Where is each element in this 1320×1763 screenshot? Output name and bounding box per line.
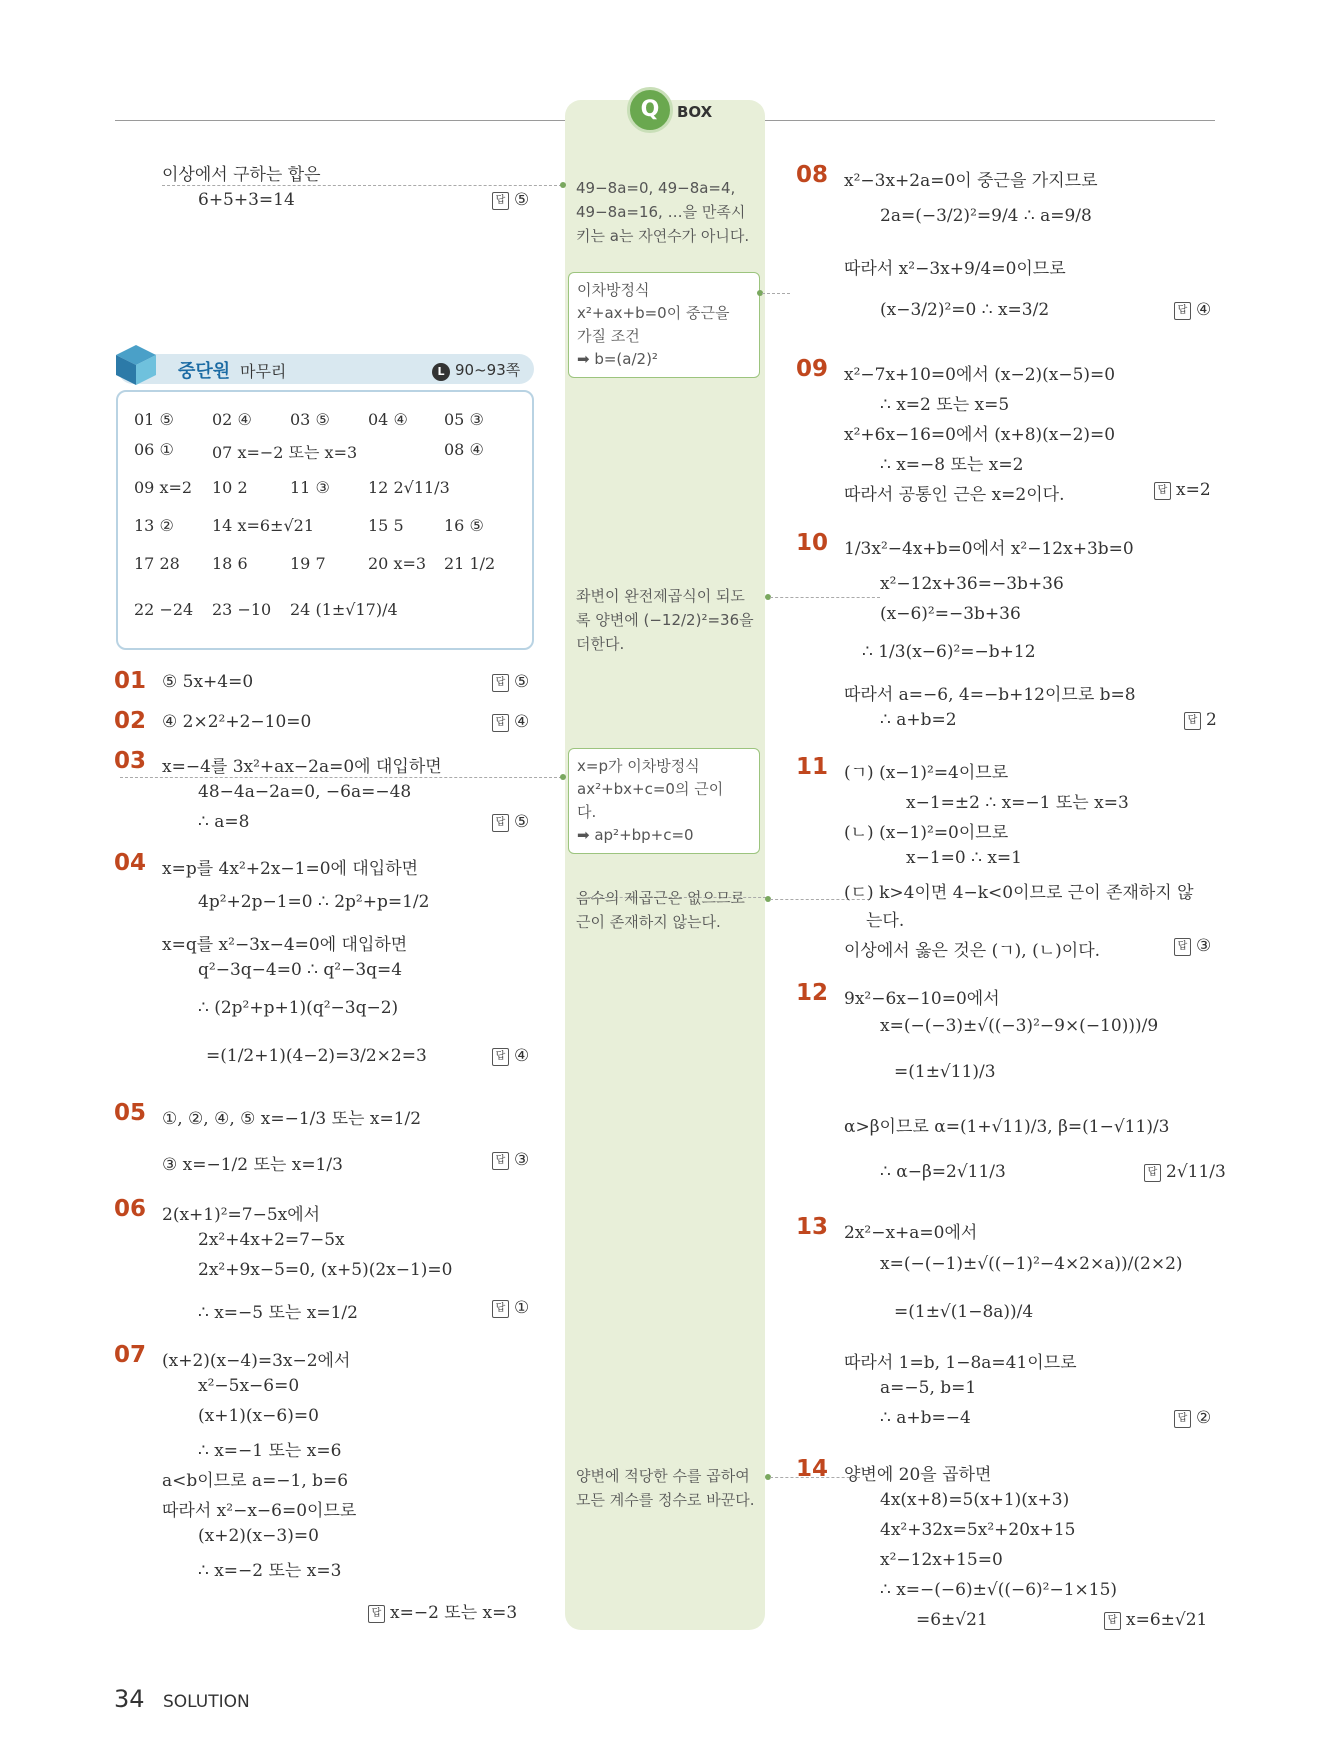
- problem-answer: 답 x=6±√21: [1104, 1610, 1207, 1630]
- qbox-note-4: x=p가 이차방정식 ax²+bx+c=0의 근이 다. ➡ ap²+bp+c=0: [568, 748, 760, 854]
- solution-line: a=−5, b=1: [880, 1378, 977, 1398]
- summary-item: 15 5: [368, 516, 404, 535]
- qbox-note-2: 이차방정식 x²+ax+b=0이 중근을 가질 조건 ➡ b=(a/2)²: [568, 272, 760, 378]
- answer-icon: 답: [1174, 1410, 1191, 1428]
- summary-item: 22 −24: [134, 600, 194, 619]
- section-subtitle: 마무리: [240, 362, 287, 381]
- section-title: 중단원: [178, 361, 231, 382]
- qbox-note-5: 음수의 제곱근은 없으므로 근이 존재하지 않는다.: [576, 889, 745, 931]
- solution-line: x²−12x+36=−3b+36: [880, 574, 1064, 594]
- intro-answer: 답 ⑤: [492, 190, 529, 210]
- solution-line: 4x²+32x=5x²+20x+15: [880, 1520, 1076, 1540]
- solution-line: 따라서 x²−x−6=0이므로: [162, 1501, 357, 1521]
- problem-number: 05: [114, 1100, 147, 1126]
- solution-line: 이상에서 옳은 것은 (ㄱ), (ㄴ)이다.: [844, 941, 1101, 961]
- solution-line: q²−3q−4=0 ∴ q²−3q=4: [198, 960, 403, 980]
- problem-number: 04: [114, 850, 147, 876]
- qbox-note-1: 49−8a=0, 49−8a=4, 49−8a=16, …을 만족시키는 a는 자연수가 아니다.: [576, 179, 750, 245]
- problem-number: 07: [114, 1342, 147, 1368]
- solution-line: x²−7x+10=0에서 (x−2)(x−5)=0: [844, 365, 1116, 385]
- problem-number: 13: [796, 1214, 829, 1240]
- intro-line-2: 6+5+3=14: [198, 190, 295, 210]
- solution-line: ∴ (2p²+p+1)(q²−3q−2): [198, 998, 399, 1018]
- solution-line: x²−3x+2a=0이 중근을 가지므로: [844, 171, 1098, 191]
- answer-icon: 답: [1174, 302, 1191, 320]
- answer-icon: 답: [492, 1152, 509, 1170]
- solution-line: x²+6x−16=0에서 (x+8)(x−2)=0: [844, 425, 1116, 445]
- solution-line: 따라서 1=b, 1−8a=41이므로: [844, 1353, 1077, 1373]
- page-number: 34: [114, 1685, 145, 1713]
- solution-line: 2(x+1)²=7−5x에서: [162, 1205, 321, 1225]
- solution-line: ∴ a=8: [198, 812, 250, 832]
- problem-number: 09: [796, 356, 829, 382]
- qbox-note-3: 좌변이 완전제곱식이 되도록 양변에 (−12/2)²=36을 더한다.: [576, 587, 754, 653]
- problem-number: 08: [796, 162, 829, 188]
- summary-item: 02 ④: [212, 410, 252, 429]
- summary-item: 03 ⑤: [290, 410, 330, 429]
- summary-item: 12 2√11/3: [368, 478, 450, 497]
- problem-answer: 답 x=2: [1154, 480, 1211, 500]
- solution-line: ③ x=−1/2 또는 x=1/3: [162, 1155, 343, 1175]
- problem-number: 10: [796, 530, 829, 556]
- solution-line: 따라서 a=−6, 4=−b+12이므로 b=8: [844, 685, 1136, 705]
- solution-line: x−1=0 ∴ x=1: [906, 848, 1022, 868]
- solution-line: 2x²+4x+2=7−5x: [198, 1230, 345, 1250]
- solution-line: ∴ x=−(−6)±√((−6)²−1×15): [880, 1580, 1118, 1600]
- summary-item: 23 −10: [212, 600, 272, 619]
- answer-icon: 답: [1154, 482, 1171, 500]
- answer-icon: 답: [492, 1300, 509, 1318]
- summary-item: 16 ⑤: [444, 516, 484, 535]
- solution-line: =(1±√11)/3: [894, 1062, 996, 1082]
- problem-answer: 답 2: [1184, 710, 1217, 730]
- problem-number: 01: [114, 668, 147, 694]
- summary-item: 13 ②: [134, 516, 174, 535]
- qbox-label: BOX: [677, 103, 713, 121]
- summary-item: 07 x=−2 또는 x=3: [212, 443, 358, 462]
- solution-line: 4p²+2p−1=0 ∴ 2p²+p=1/2: [198, 892, 430, 912]
- problem-number: 14: [796, 1456, 829, 1482]
- solution-line: ∴ x=−8 또는 x=2: [880, 455, 1024, 475]
- solution-line: 2x²+9x−5=0, (x+5)(2x−1)=0: [198, 1260, 453, 1280]
- problem-answer: 답 ②: [1174, 1408, 1211, 1428]
- problem-number: 06: [114, 1196, 147, 1222]
- solution-line: ∴ x=2 또는 x=5: [880, 395, 1010, 415]
- answer-icon: 답: [368, 1605, 385, 1623]
- solution-line: x²−5x−6=0: [198, 1376, 300, 1396]
- summary-item: 17 28: [134, 554, 180, 573]
- problem-answer: 답 ④: [492, 1046, 529, 1066]
- answer-icon: 답: [492, 714, 509, 732]
- solution-line: ∴ α−β=2√11/3: [880, 1162, 1006, 1182]
- leader-line: [770, 597, 880, 598]
- solution-line: x²−12x+15=0: [880, 1550, 1003, 1570]
- solution-line: (x+2)(x−3)=0: [198, 1526, 319, 1546]
- solution-line: =(1/2+1)(4−2)=3/2×2=3: [206, 1046, 427, 1066]
- qbox-q-icon: Q: [627, 87, 673, 133]
- answer-icon: 답: [1144, 1164, 1161, 1182]
- solution-line: 2x²−x+a=0에서: [844, 1223, 978, 1243]
- solution-line: x−1=±2 ∴ x=−1 또는 x=3: [906, 793, 1129, 813]
- solution-line: ∴ a+b=2: [880, 710, 957, 730]
- section-cube-icon: [114, 343, 158, 387]
- solution-line: ∴ x=−2 또는 x=3: [198, 1561, 342, 1581]
- solution-line: ∴ x=−1 또는 x=6: [198, 1441, 342, 1461]
- problem-number: 12: [796, 980, 829, 1006]
- solution-line: (x+2)(x−4)=3x−2에서: [162, 1351, 351, 1371]
- problem-number: 03: [114, 748, 147, 774]
- solution-line: 4x(x+8)=5(x+1)(x+3): [880, 1490, 1070, 1510]
- summary-item: 19 7: [290, 554, 326, 573]
- solution-line: 따라서 공통인 근은 x=2이다.: [844, 485, 1065, 505]
- summary-item: 11 ③: [290, 478, 330, 497]
- answer-icon: 답: [492, 814, 509, 832]
- solution-line: ∴ 1/3(x−6)²=−b+12: [862, 642, 1036, 662]
- summary-item: 18 6: [212, 554, 248, 573]
- leader-dot: [560, 774, 566, 780]
- solution-line: 9x²−6x−10=0에서: [844, 989, 1000, 1009]
- summary-item: 24 (1±√17)/4: [290, 600, 398, 619]
- problem-answer: 답 2√11/3: [1144, 1162, 1226, 1182]
- answer-icon: 답: [492, 192, 509, 210]
- solution-line: =6±√21: [916, 1610, 988, 1630]
- solution-line: (ㄴ) (x−1)²=0이므로: [844, 823, 1009, 843]
- lesson-badge-icon: L: [432, 363, 450, 381]
- qbox-note-6: 양변에 적당한 수를 곱하여 모든 계수를 정수로 바꾼다.: [576, 1467, 755, 1509]
- solution-line: (x+1)(x−6)=0: [198, 1406, 319, 1426]
- summary-item: 06 ①: [134, 440, 174, 459]
- solution-line: 는다.: [866, 911, 905, 931]
- solution-line: ⑤ 5x+4=0: [162, 672, 254, 692]
- solution-line: x=−4를 3x²+ax−2a=0에 대입하면: [162, 757, 442, 777]
- problem-answer: 답 x=−2 또는 x=3: [368, 1598, 517, 1623]
- leader-dot-1: [560, 182, 566, 188]
- answer-icon: 답: [1184, 712, 1201, 730]
- solution-line: x=(−(−3)±√((−3)²−9×(−10)))/9: [880, 1016, 1159, 1036]
- answer-icon: 답: [1174, 938, 1191, 956]
- summary-item: 09 x=2: [134, 478, 193, 497]
- summary-item: 14 x=6±√21: [212, 516, 315, 535]
- summary-item: 10 2: [212, 478, 248, 497]
- solution-line: α>β이므로 α=(1+√11)/3, β=(1−√11)/3: [844, 1117, 1170, 1137]
- solution-line: ④ 2×2²+2−10=0: [162, 712, 312, 732]
- leader-line: [120, 777, 562, 778]
- problem-answer: 답 ③: [492, 1150, 529, 1170]
- solution-line: x=q를 x²−3x−4=0에 대입하면: [162, 935, 408, 955]
- summary-item: 21 1/2: [444, 554, 496, 573]
- answer-icon: 답: [492, 1048, 509, 1066]
- solution-line: (ㄷ) k>4이면 4−k<0이므로 근이 존재하지 않: [844, 883, 1194, 903]
- summary-item: 20 x=3: [368, 554, 427, 573]
- solution-line: (x−6)²=−3b+36: [880, 604, 1021, 624]
- solution-line: x=(−(−1)±√((−1)²−4×2×a))/(2×2): [880, 1254, 1183, 1274]
- solution-line: ∴ a+b=−4: [880, 1408, 971, 1428]
- problem-answer: 답 ④: [1174, 300, 1211, 320]
- answer-icon: 답: [492, 674, 509, 692]
- solution-line: x=p를 4x²+2x−1=0에 대입하면: [162, 859, 419, 879]
- problem-answer: 답 ③: [1174, 936, 1211, 956]
- solution-line: 48−4a−2a=0, −6a=−48: [198, 782, 412, 802]
- problem-answer: 답 ⑤: [492, 812, 529, 832]
- problem-number: 11: [796, 754, 829, 780]
- summary-item: 04 ④: [368, 410, 408, 429]
- solution-line: 양변에 20을 곱하면: [844, 1465, 992, 1485]
- summary-item: 08 ④: [444, 440, 484, 459]
- leader-line: [762, 293, 790, 294]
- solution-line: =(1±√(1−8a))/4: [894, 1302, 1034, 1322]
- problem-number: 02: [114, 708, 147, 734]
- solution-line: ∴ x=−5 또는 x=1/2: [198, 1303, 358, 1323]
- solution-line: 1/3x²−4x+b=0에서 x²−12x+3b=0: [844, 539, 1134, 559]
- solution-line: ①, ②, ④, ⑤ x=−1/3 또는 x=1/2: [162, 1109, 422, 1129]
- solution-line: (x−3/2)²=0 ∴ x=3/2: [880, 300, 1050, 320]
- answer-summary-grid: [116, 390, 534, 650]
- solution-line: 2a=(−3/2)²=9/4 ∴ a=9/8: [880, 206, 1092, 226]
- problem-answer: 답 ①: [492, 1298, 529, 1318]
- problem-answer: 답 ⑤: [492, 672, 529, 692]
- summary-item: 05 ③: [444, 410, 484, 429]
- section-pages: L 90~93쪽: [432, 359, 520, 381]
- problem-answer: 답 ④: [492, 712, 529, 732]
- intro-line-1: 이상에서 구하는 합은: [162, 165, 321, 185]
- answer-icon: 답: [1104, 1612, 1121, 1630]
- solution-line: 따라서 x²−3x+9/4=0이므로: [844, 259, 1066, 279]
- solution-line: (ㄱ) (x−1)²=4이므로: [844, 763, 1009, 783]
- summary-item: 01 ⑤: [134, 410, 174, 429]
- solution-line: a<b이므로 a=−1, b=6: [162, 1471, 349, 1491]
- footer-label: SOLUTION: [163, 1692, 250, 1712]
- leader-line-1: [162, 185, 562, 186]
